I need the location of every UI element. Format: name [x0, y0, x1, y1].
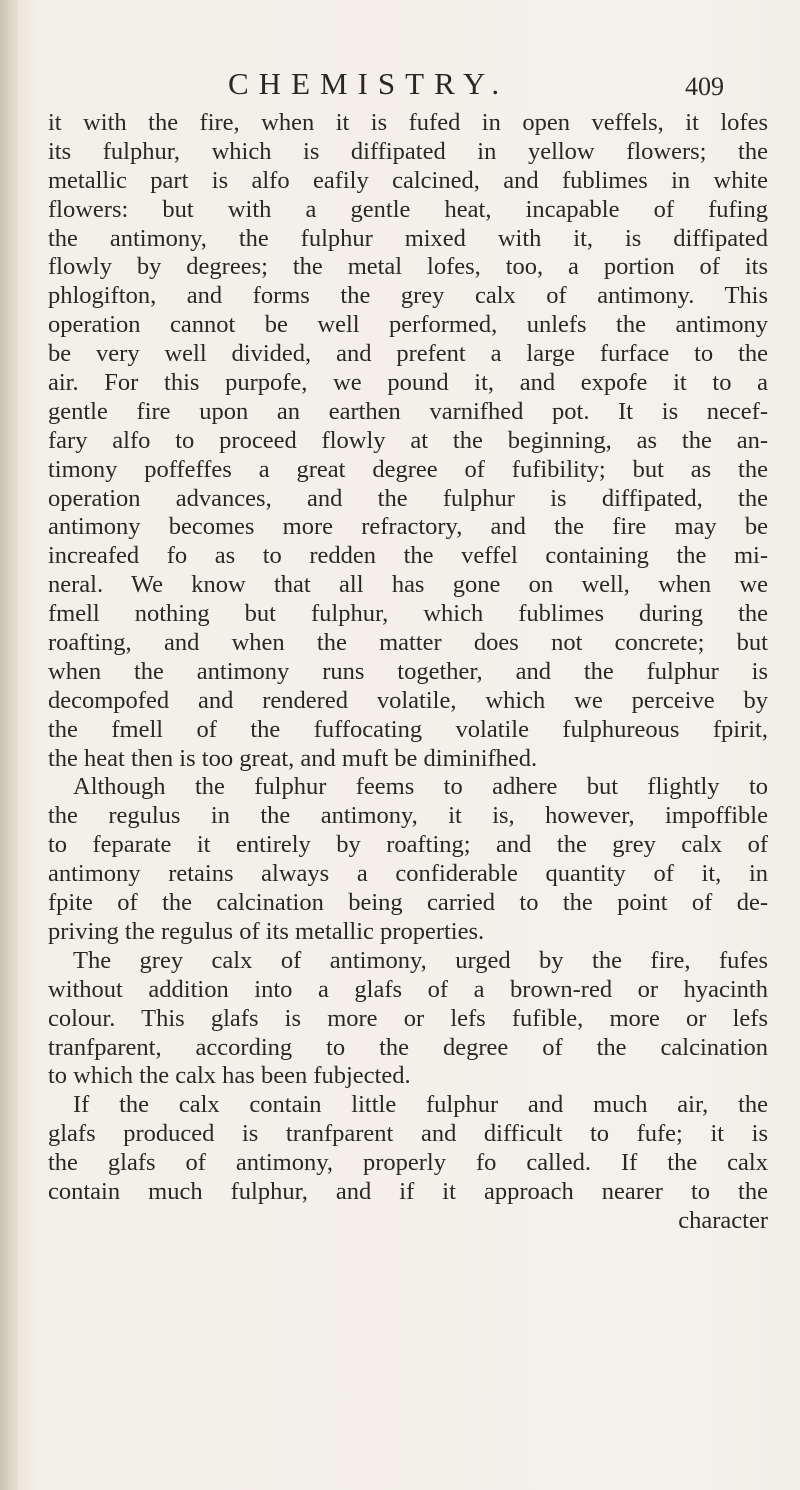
text-line: fpite of the calcination being carried to the point of de- [48, 889, 768, 917]
text-line: the glafs of antimony, properly fo called. If the calx [48, 1149, 768, 1177]
text-line: neral. We know that all has gone on well, when we [48, 571, 768, 599]
text-line: when the antimony runs together, and the fulphur is [48, 657, 768, 685]
text-line: be very well divided, and prefent a large furface to the [48, 340, 768, 368]
text-line: timony poffeffes a great degree of fufibility; but as the [48, 455, 768, 483]
text-line: colour. This glafs is more or lefs fufible, more or lefs [48, 1004, 768, 1032]
text-line: gentle fire upon an earthen varnifhed pot. It is necef- [48, 397, 768, 425]
text-line: to feparate it entirely by roafting; and the grey calx of [48, 831, 768, 859]
text-line: antimony becomes more refractory, and the fire may be [48, 513, 768, 541]
running-head [0, 66, 800, 106]
text-line: glafs produced is tranfparent and difficult to fufe; it is [48, 1120, 768, 1148]
text-line: the fmell of the fuffocating volatile fulphureous fpirit, [48, 715, 768, 743]
text-line: without addition into a glafs of a brown-red or hyacinth [48, 975, 768, 1003]
text-line: its fulphur, which is diffipated in yellow flowers; the [48, 137, 768, 165]
catchword: character [678, 1206, 768, 1234]
text-line: the heat then is too great, and muft be diminifhed. [48, 744, 538, 772]
text-line: roafting, and when the matter does not concrete; but [48, 629, 768, 657]
text-line: fary alfo to proceed flowly at the beginning, as the an- [48, 426, 768, 454]
body-text [48, 109, 768, 1236]
text-line: the regulus in the antimony, it is, however, impoffible [48, 802, 768, 830]
text-line: tranfparent, according to the degree of the calcination [48, 1033, 768, 1061]
text-line: phlogifton, and forms the grey calx of antimony. This [48, 282, 768, 310]
text-line: it with the fire, when it is fufed in open veffels, it lofes [48, 109, 768, 136]
text-line: to which the calx has been fubjected. [48, 1062, 411, 1090]
text-line: antimony retains always a confiderable quantity of it, in [48, 860, 768, 888]
text-line: operation advances, and the fulphur is diffipated, the [48, 484, 768, 512]
text-line: the antimony, the fulphur mixed with it, is diffipated [48, 224, 768, 252]
text-line: increafed fo as to redden the veffel containing the mi- [48, 542, 768, 570]
text-line: The grey calx of antimony, urged by the fire, fufes [73, 946, 768, 974]
text-line: flowly by degrees; the metal lofes, too, a portion of its [48, 253, 768, 281]
running-head-title: CHEMISTRY. [228, 66, 510, 101]
text-line: metallic part is alfo eafily calcined, and fublimes in white [48, 166, 768, 194]
page-number: 409 [685, 72, 724, 101]
text-line: Although the fulphur feems to adhere but flightly to [73, 773, 768, 801]
text-line: If the calx contain little fulphur and much air, the [73, 1091, 768, 1119]
text-line: decompofed and rendered volatile, which we perceive by [48, 686, 768, 714]
page-gutter [0, 0, 18, 1490]
text-line: priving the regulus of its metallic properties. [48, 917, 485, 945]
text-line: contain much fulphur, and if it approach nearer to the [48, 1177, 768, 1205]
text-line: fmell nothing but fulphur, which fublimes during the [48, 600, 768, 628]
text-line: operation cannot be well performed, unlefs the antimony [48, 311, 768, 339]
text-line: flowers: but with a gentle heat, incapable of fufing [48, 195, 768, 223]
text-line: air. For this purpofe, we pound it, and expofe it to a [48, 369, 768, 397]
